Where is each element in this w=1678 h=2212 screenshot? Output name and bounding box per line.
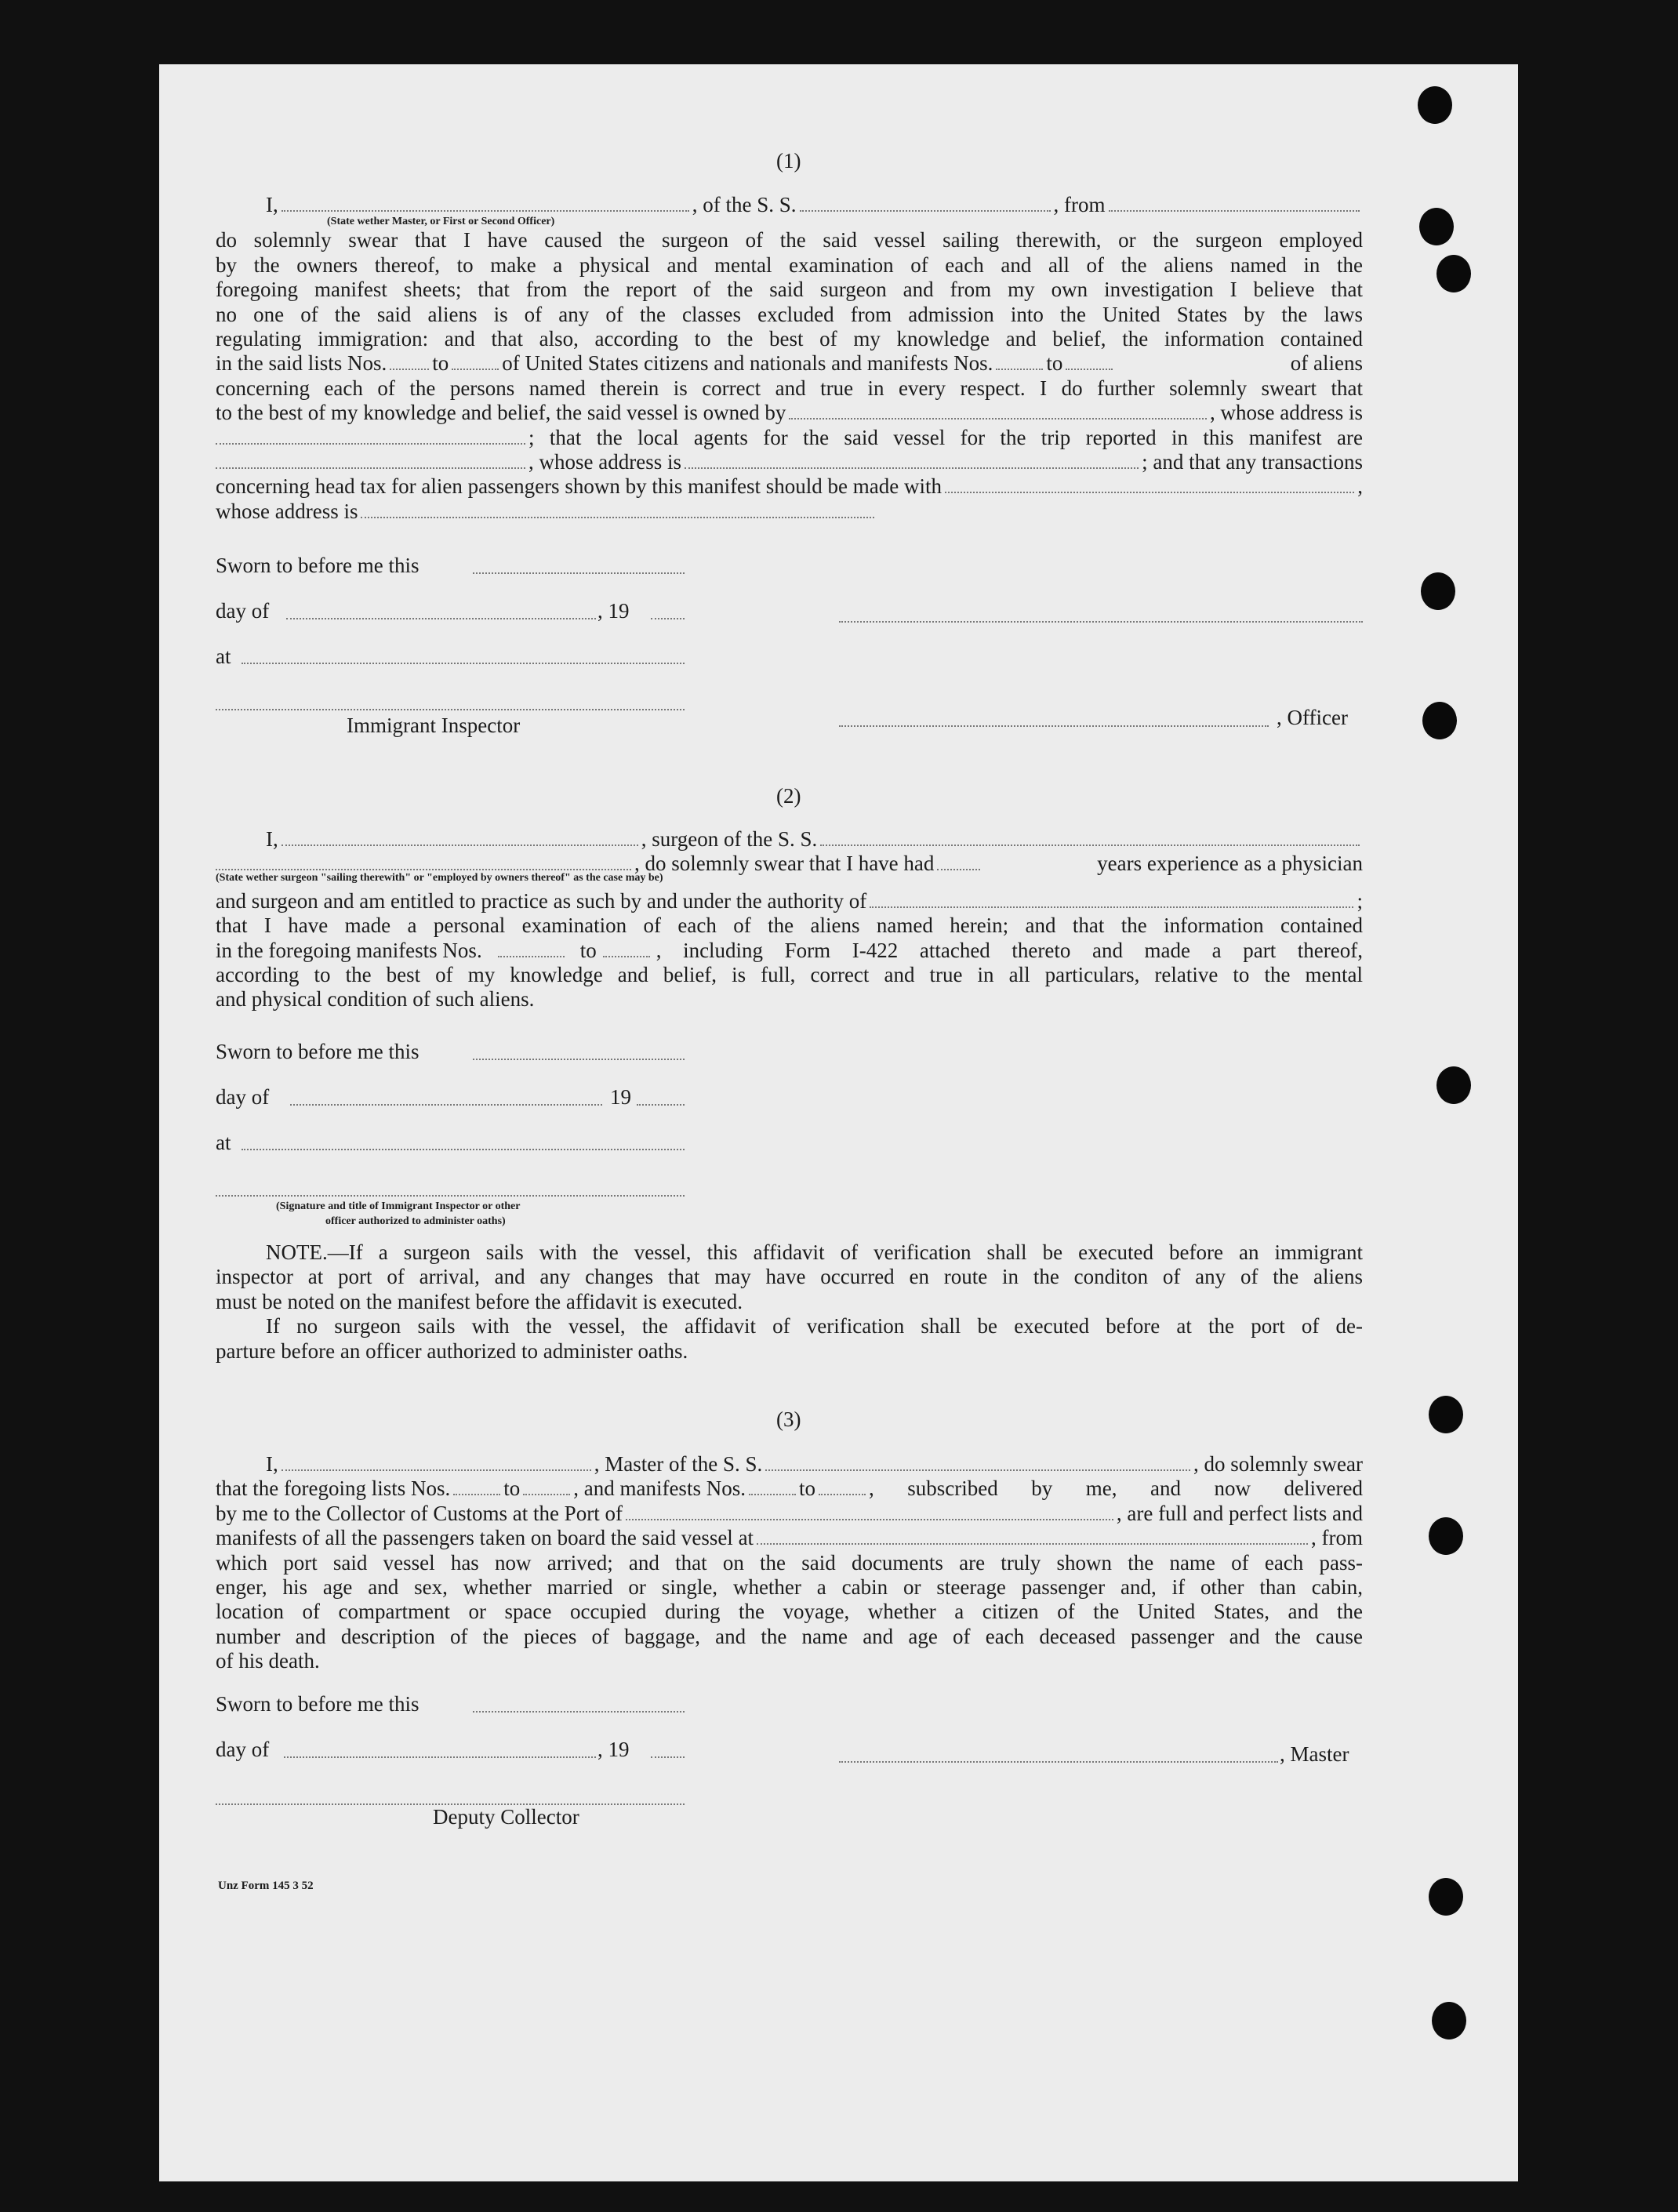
s1-line-8	[216, 401, 1363, 425]
s3-master-label: , Master	[1280, 1742, 1349, 1766]
s3-line-2	[216, 1476, 1363, 1501]
text: foregoing manifest sheets; that from the report of the said surgeon and from my own investigation I believe that	[216, 278, 1363, 302]
s3-vessel-field[interactable]	[765, 1469, 1190, 1471]
note-text: If no surgeon sails with the vessel, the affidavit of verification shall be executed before at the port of de-	[266, 1314, 1363, 1338]
note-text: NOTE.—If a surgeon sails with the vessel, this affidavit of verification shall be executed before an immigrant	[266, 1240, 1363, 1264]
owner-address-field[interactable]	[216, 443, 525, 445]
s1-line-9	[216, 426, 1363, 450]
section-1-number: (1)	[776, 149, 801, 173]
text: to	[503, 1476, 521, 1501]
s3-year-label: , 19	[597, 1738, 630, 1761]
text: , from	[1311, 1526, 1363, 1550]
text: location of compartment or space occupied during the voyage, whether a citizen of the United States, and the	[216, 1600, 1363, 1624]
text: ; that the local agents for the said vessel for the trip reported in this manifest are	[528, 425, 1363, 449]
manifests-to-field[interactable]	[1066, 369, 1113, 370]
lists-from-field[interactable]	[390, 369, 429, 370]
text: I,	[266, 1452, 278, 1476]
text: in the said lists Nos.	[216, 351, 387, 376]
s2-sworn-label: Sworn to before me this	[216, 1040, 420, 1063]
form-number: Unz Form 145 3 52	[218, 1880, 314, 1892]
s3-year-field[interactable]	[651, 1756, 685, 1758]
s2-place-field[interactable]	[242, 1149, 685, 1150]
text: that I have made a personal examination of each of the aliens named herein; and that the information contained	[216, 913, 1363, 938]
text: , including Form I-422 attached thereto and made a part thereof,	[656, 938, 1363, 962]
text: , do solemnly swear that I have had	[634, 852, 935, 876]
text: of his death.	[216, 1649, 320, 1673]
s1-dayof-label: day of	[216, 599, 270, 623]
text: that the foregoing lists Nos.	[216, 1476, 451, 1501]
s1-officer-signature-field[interactable]	[839, 725, 1269, 727]
s3-dayof-label: day of	[216, 1738, 270, 1761]
text: number and description of the pieces of baggage, and the name and age of each deceased passenger and the cause	[216, 1624, 1363, 1648]
master-signature-field[interactable]	[839, 1761, 1278, 1763]
text: whose address is	[216, 499, 358, 523]
text: enger, his age and sex, whether married or single, whether a cabin or steerage passenger and, if other than cabin,	[216, 1575, 1363, 1600]
owner-field[interactable]	[789, 418, 1207, 420]
text: to	[432, 351, 449, 376]
text: I,	[266, 193, 278, 216]
s1-at-label: at	[216, 645, 231, 668]
s2-sworn-date-field[interactable]	[473, 1059, 685, 1060]
section-3-number: (3)	[776, 1407, 801, 1431]
s1-line-1	[216, 193, 1363, 217]
text: , and manifests Nos.	[573, 1476, 746, 1501]
text: , from	[1053, 193, 1106, 216]
authority-field[interactable]	[870, 906, 1353, 908]
s2-dayof-label: day of	[216, 1085, 270, 1109]
boarding-port-field[interactable]	[757, 1543, 1308, 1545]
master-name-field[interactable]	[281, 1469, 591, 1471]
agents-address-field[interactable]	[685, 467, 1139, 469]
years-experience-field[interactable]	[937, 869, 980, 870]
surgeon-note: (State wether surgeon "sailing therewith" or "employed by owners thereof" as the case may be)	[216, 871, 663, 884]
text: which port said vessel has now arrived; and that on the said documents are truly shown the name of each pass-	[216, 1550, 1363, 1575]
note-text: must be noted on the manifest before the affidavit is executed.	[216, 1289, 743, 1313]
s2-vessel-field[interactable]	[820, 844, 1360, 846]
s3-deputy-label: Deputy Collector	[433, 1805, 579, 1829]
port-field[interactable]	[626, 1519, 1113, 1520]
s1-officer-label: , Officer	[1277, 706, 1348, 729]
text: , whose address is	[528, 450, 681, 474]
punch-hole	[1429, 1517, 1463, 1555]
text: , of the S. S.	[692, 193, 797, 216]
s2-manifests-from-field[interactable]	[498, 956, 565, 957]
text: no one of the said aliens is of any of the classes excluded from admission into the United States by the laws	[216, 302, 1363, 326]
s2-signature-note-1: (Signature and title of Immigrant Inspector or other	[276, 1200, 521, 1212]
punch-hole	[1436, 255, 1471, 292]
text: according to the best of my knowledge and belief, is full, correct and true in all particulars, relative to the mental	[216, 963, 1363, 987]
s2-line-1	[216, 827, 1363, 852]
note-text: parture before an officer authorized to administer oaths.	[216, 1338, 688, 1363]
head-tax-contact-field[interactable]	[945, 492, 1354, 493]
text: regulating immigration: and that also, according to the best of my knowledge and belief, the information contained	[216, 327, 1363, 351]
text: do solemnly swear that I have caused the surgeon of the said vessel sailing therewith, or the surgeon employed	[216, 228, 1363, 252]
text: concerning each of the persons named therein is correct and true in every respect. I do further solemnly sweart that	[216, 376, 1363, 400]
s2-line-5	[216, 939, 1363, 963]
note-text: inspector at port of arrival, and any changes that may have occurred en route in the conditon of any of the aliens	[216, 1265, 1363, 1289]
s2-signature-note-2: officer authorized to administer oaths)	[325, 1215, 506, 1227]
punch-hole	[1429, 1396, 1463, 1433]
punch-hole	[1421, 572, 1455, 610]
text: , do solemnly swear	[1193, 1452, 1363, 1476]
s3-sworn-date-field[interactable]	[473, 1711, 685, 1713]
text: concerning head tax for alien passengers shown by this manifest should be made with	[216, 474, 943, 499]
from-port-field[interactable]	[1109, 210, 1360, 212]
s1-year-field[interactable]	[651, 618, 685, 619]
vessel-name-field[interactable]	[800, 210, 1051, 212]
punch-hole	[1422, 702, 1457, 739]
local-agents-field[interactable]	[216, 467, 525, 469]
text: to the best of my knowledge and belief, the said vessel is owned by	[216, 401, 786, 425]
surgeon-status-field[interactable]	[216, 869, 631, 870]
s2-at-label: at	[216, 1131, 231, 1154]
text: , subscribed by me, and now delivered	[868, 1476, 1363, 1501]
text: to	[579, 938, 597, 962]
s2-manifests-to-field[interactable]	[603, 956, 650, 957]
s1-line-11	[216, 474, 1363, 499]
text: to	[1046, 351, 1063, 376]
s2-line-3	[216, 889, 1363, 913]
s1-month-field[interactable]	[286, 618, 596, 619]
text: ;	[1357, 888, 1363, 913]
text: , Master of the S. S.	[594, 1452, 763, 1476]
head-tax-address-field[interactable]	[361, 517, 874, 518]
s1-line-6	[216, 351, 1363, 376]
text: by the owners thereof, to make a physical and mental examination of each and all of the aliens named in the	[216, 252, 1363, 277]
officer-note: (State wether Master, or First or Second Officer)	[327, 216, 555, 228]
text: years experience as a physician	[1097, 852, 1363, 876]
text: in the foregoing manifests Nos.	[216, 938, 482, 962]
punch-hole	[1436, 1066, 1471, 1104]
s2-year-field[interactable]	[637, 1104, 685, 1106]
section-2-body	[216, 827, 1363, 1012]
text: , surgeon of the S. S.	[641, 827, 818, 851]
s1-officer-signature-line-1[interactable]	[839, 621, 1363, 623]
s3-sworn-label: Sworn to before me this	[216, 1692, 420, 1716]
s2-signature-field[interactable]	[216, 1195, 685, 1197]
text: by me to the Collector of Customs at the Port of	[216, 1501, 623, 1525]
s3-line-3	[216, 1502, 1363, 1526]
note-block	[216, 1240, 1363, 1364]
section-3-body	[216, 1452, 1363, 1674]
text: , whose address is	[1210, 401, 1363, 425]
s1-inspector-label: Immigrant Inspector	[347, 714, 521, 737]
s1-sworn-date-field[interactable]	[473, 572, 685, 574]
s3-manifests-from-field[interactable]	[749, 1494, 796, 1495]
text: I,	[266, 827, 278, 851]
s1-place-field[interactable]	[242, 663, 685, 664]
manifests-from-field[interactable]	[996, 369, 1043, 370]
punch-hole	[1429, 1878, 1463, 1916]
punch-hole	[1418, 86, 1452, 124]
text: and physical condition of such aliens.	[216, 987, 535, 1012]
section-2-number: (2)	[776, 784, 801, 808]
punch-hole	[1419, 208, 1454, 245]
s1-line-12	[216, 499, 1363, 524]
officer-name-field[interactable]	[281, 210, 689, 212]
s1-inspector-signature-field[interactable]	[216, 709, 685, 710]
text: , are full and perfect lists and	[1116, 1501, 1363, 1525]
text: manifests of all the passengers taken on board the said vessel at	[216, 1526, 754, 1550]
s3-line-1	[216, 1452, 1363, 1476]
s2-year-label: 19	[610, 1085, 631, 1109]
s3-line-4	[216, 1526, 1363, 1550]
s3-month-field[interactable]	[284, 1756, 596, 1758]
text: to	[798, 1476, 815, 1501]
s1-line-10	[216, 450, 1363, 474]
s1-sworn-label: Sworn to before me this	[216, 554, 420, 577]
text: ; and that any transactions	[1142, 450, 1363, 474]
text: and surgeon and am entitled to practice as such by and under the authority of	[216, 888, 867, 913]
section-1-body	[216, 193, 1363, 524]
s3-lists-to-field[interactable]	[523, 1494, 570, 1495]
s2-month-field[interactable]	[290, 1104, 602, 1106]
s3-lists-from-field[interactable]	[453, 1494, 500, 1495]
text: of United States citizens and nationals and manifests Nos.	[502, 351, 993, 376]
punch-hole	[1432, 2002, 1466, 2039]
text: of aliens	[1290, 351, 1363, 376]
s3-manifests-to-field[interactable]	[819, 1494, 866, 1495]
text: ,	[1357, 474, 1363, 499]
s1-year-label: , 19	[597, 599, 630, 623]
lists-to-field[interactable]	[452, 369, 499, 370]
surgeon-name-field[interactable]	[281, 844, 638, 846]
